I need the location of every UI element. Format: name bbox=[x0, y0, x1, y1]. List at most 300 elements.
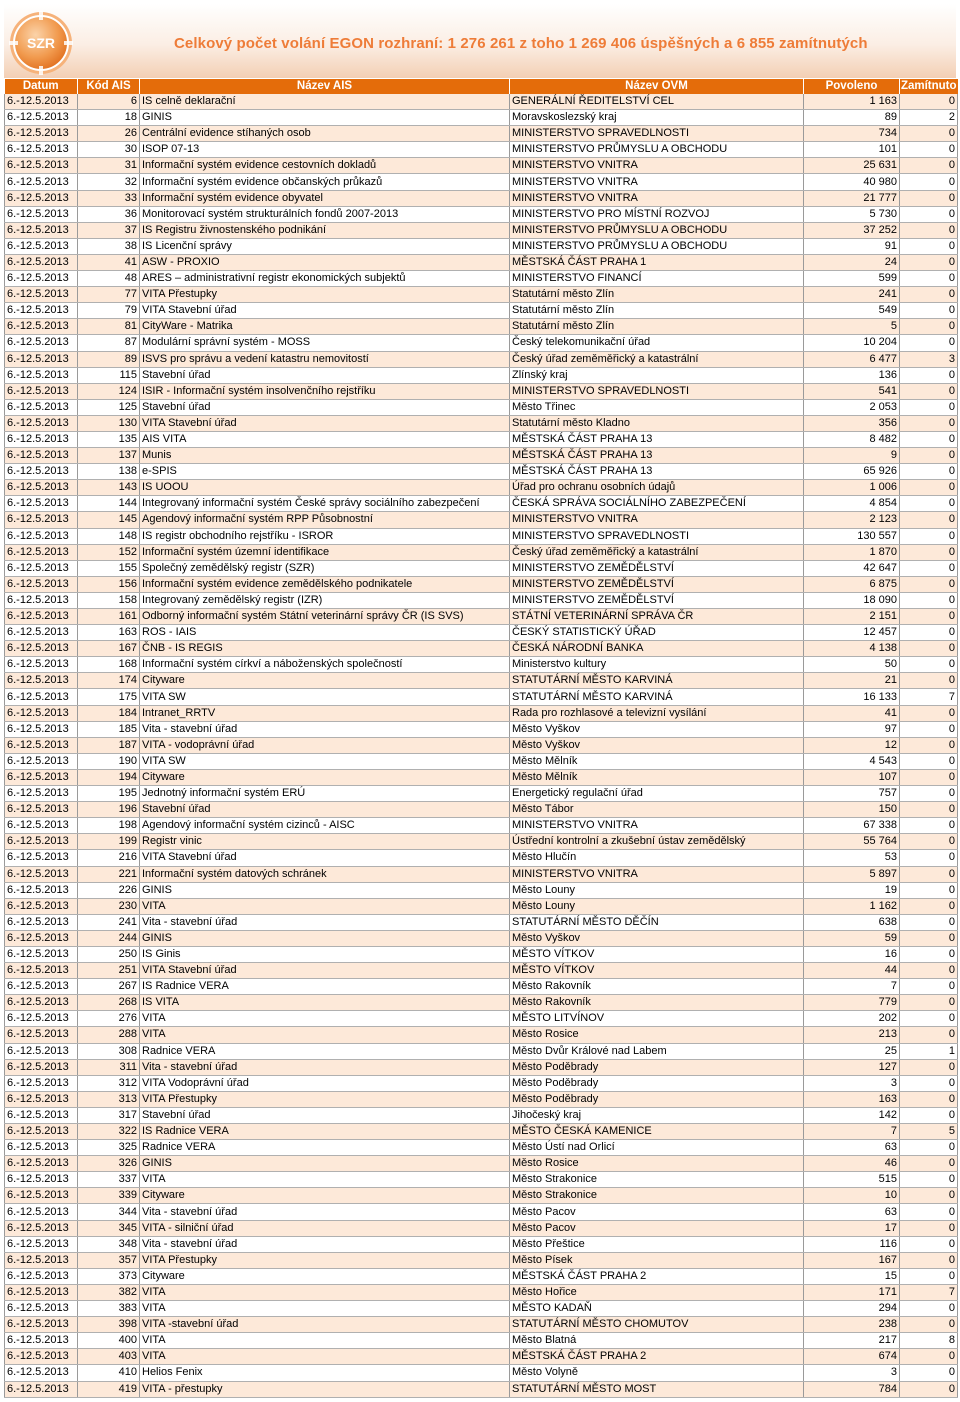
cell-zamitnuto: 0 bbox=[900, 576, 958, 592]
cell-nazev-ais: Registr vinic bbox=[140, 834, 510, 850]
cell-nazev-ais: VITA SW bbox=[140, 753, 510, 769]
cell-kod-ais: 410 bbox=[78, 1365, 140, 1381]
cell-datum: 6.-12.5.2013 bbox=[5, 383, 78, 399]
cell-povoleno: 40 980 bbox=[804, 174, 900, 190]
cell-povoleno: 7 bbox=[804, 979, 900, 995]
cell-nazev-ovm: MĚSTSKÁ ČÁST PRAHA 2 bbox=[510, 1268, 804, 1284]
cell-nazev-ovm: Ministerstvo kultury bbox=[510, 657, 804, 673]
cell-kod-ais: 168 bbox=[78, 657, 140, 673]
cell-kod-ais: 167 bbox=[78, 641, 140, 657]
cell-nazev-ovm: MĚSTO KADAŇ bbox=[510, 1301, 804, 1317]
cell-povoleno: 130 557 bbox=[804, 528, 900, 544]
table-row bbox=[5, 206, 958, 222]
cell-nazev-ovm: STÁTNÍ VETERINÁRNÍ SPRÁVA ČR bbox=[510, 609, 804, 625]
cell-nazev-ais: VITA Přestupky bbox=[140, 1091, 510, 1107]
cell-datum: 6.-12.5.2013 bbox=[5, 222, 78, 238]
cell-zamitnuto: 0 bbox=[900, 1027, 958, 1043]
cell-zamitnuto: 0 bbox=[900, 657, 958, 673]
cell-nazev-ais: Informační systém evidence zemědělského podnikatele bbox=[140, 576, 510, 592]
cell-povoleno: 150 bbox=[804, 802, 900, 818]
cell-kod-ais: 187 bbox=[78, 737, 140, 753]
cell-zamitnuto: 7 bbox=[900, 1284, 958, 1300]
cell-kod-ais: 348 bbox=[78, 1236, 140, 1252]
cell-povoleno: 4 543 bbox=[804, 753, 900, 769]
cell-nazev-ovm: MINISTERSTVO PRŮMYSLU A OBCHODU bbox=[510, 222, 804, 238]
table-row bbox=[5, 335, 958, 351]
cell-zamitnuto: 0 bbox=[900, 1204, 958, 1220]
cell-zamitnuto: 2 bbox=[900, 110, 958, 126]
cell-nazev-ovm: GENERÁLNÍ ŘEDITELSTVÍ CEL bbox=[510, 94, 804, 110]
cell-nazev-ais: GINIS bbox=[140, 110, 510, 126]
cell-zamitnuto: 0 bbox=[900, 1059, 958, 1075]
table-row bbox=[5, 625, 958, 641]
cell-nazev-ovm: Ústřední kontrolní a zkušební ústav zemědělský bbox=[510, 834, 804, 850]
col-header-povoleno: Povoleno bbox=[804, 79, 900, 94]
cell-povoleno: 53 bbox=[804, 850, 900, 866]
cell-nazev-ovm: Úřad pro ochranu osobních údajů bbox=[510, 480, 804, 496]
table-row bbox=[5, 834, 958, 850]
cell-nazev-ais: VITA - silniční úřad bbox=[140, 1220, 510, 1236]
cell-nazev-ovm: MĚSTO LITVÍNOV bbox=[510, 1011, 804, 1027]
cell-povoleno: 116 bbox=[804, 1236, 900, 1252]
table-row bbox=[5, 528, 958, 544]
cell-nazev-ais: Radnice VERA bbox=[140, 1043, 510, 1059]
cell-nazev-ais: Informační systém evidence cestovních dokladů bbox=[140, 158, 510, 174]
cell-nazev-ais: Cityware bbox=[140, 1188, 510, 1204]
cell-nazev-ais: Cityware bbox=[140, 1268, 510, 1284]
cell-nazev-ais: VITA - vodoprávní úřad bbox=[140, 737, 510, 753]
cell-kod-ais: 195 bbox=[78, 786, 140, 802]
table-row bbox=[5, 190, 958, 206]
cell-kod-ais: 400 bbox=[78, 1333, 140, 1349]
cell-povoleno: 17 bbox=[804, 1220, 900, 1236]
cell-zamitnuto: 0 bbox=[900, 1381, 958, 1397]
cell-povoleno: 638 bbox=[804, 914, 900, 930]
cell-zamitnuto: 0 bbox=[900, 335, 958, 351]
cell-datum: 6.-12.5.2013 bbox=[5, 1284, 78, 1300]
cell-kod-ais: 124 bbox=[78, 383, 140, 399]
cell-zamitnuto: 0 bbox=[900, 560, 958, 576]
cell-nazev-ovm: Město Poděbrady bbox=[510, 1091, 804, 1107]
cell-zamitnuto: 0 bbox=[900, 512, 958, 528]
cell-nazev-ais: ARES – administrativní registr ekonomických subjektů bbox=[140, 271, 510, 287]
cell-zamitnuto: 0 bbox=[900, 914, 958, 930]
cell-kod-ais: 216 bbox=[78, 850, 140, 866]
cell-nazev-ovm: Město Poděbrady bbox=[510, 1059, 804, 1075]
cell-nazev-ovm: Statutární město Zlín bbox=[510, 319, 804, 335]
cell-povoleno: 1 006 bbox=[804, 480, 900, 496]
cell-povoleno: 9 bbox=[804, 448, 900, 464]
cell-datum: 6.-12.5.2013 bbox=[5, 818, 78, 834]
table-row bbox=[5, 882, 958, 898]
cell-nazev-ais: Vita - stavební úřad bbox=[140, 1059, 510, 1075]
table-row bbox=[5, 560, 958, 576]
cell-datum: 6.-12.5.2013 bbox=[5, 1268, 78, 1284]
cell-povoleno: 10 bbox=[804, 1188, 900, 1204]
cell-kod-ais: 221 bbox=[78, 866, 140, 882]
cell-zamitnuto: 0 bbox=[900, 206, 958, 222]
cell-zamitnuto: 0 bbox=[900, 431, 958, 447]
cell-zamitnuto: 0 bbox=[900, 1156, 958, 1172]
table-row bbox=[5, 1268, 958, 1284]
cell-nazev-ais: Agendový informační systém cizinců - AISC bbox=[140, 818, 510, 834]
cell-nazev-ais: Odborný informační systém Státní veterinární správy ČR (IS SVS) bbox=[140, 609, 510, 625]
table-row bbox=[5, 689, 958, 705]
cell-povoleno: 294 bbox=[804, 1301, 900, 1317]
table-row bbox=[5, 399, 958, 415]
table-row bbox=[5, 1252, 958, 1268]
cell-povoleno: 24 bbox=[804, 254, 900, 270]
cell-nazev-ais: VITA Stavební úřad bbox=[140, 415, 510, 431]
table-row bbox=[5, 753, 958, 769]
cell-datum: 6.-12.5.2013 bbox=[5, 963, 78, 979]
cell-nazev-ovm: Město Rakovník bbox=[510, 979, 804, 995]
cell-datum: 6.-12.5.2013 bbox=[5, 737, 78, 753]
cell-kod-ais: 267 bbox=[78, 979, 140, 995]
cell-kod-ais: 185 bbox=[78, 721, 140, 737]
cell-nazev-ovm: MINISTERSTVO VNITRA bbox=[510, 190, 804, 206]
cell-datum: 6.-12.5.2013 bbox=[5, 753, 78, 769]
table-row bbox=[5, 914, 958, 930]
cell-nazev-ovm: Město Rosice bbox=[510, 1027, 804, 1043]
cell-nazev-ovm: Město Vyškov bbox=[510, 930, 804, 946]
cell-nazev-ais: Helios Fenix bbox=[140, 1365, 510, 1381]
cell-datum: 6.-12.5.2013 bbox=[5, 1381, 78, 1397]
table-row bbox=[5, 415, 958, 431]
cell-zamitnuto: 0 bbox=[900, 287, 958, 303]
cell-zamitnuto: 0 bbox=[900, 592, 958, 608]
cell-povoleno: 2 053 bbox=[804, 399, 900, 415]
cell-kod-ais: 226 bbox=[78, 882, 140, 898]
cell-nazev-ovm: MINISTERSTVO SPRAVEDLNOSTI bbox=[510, 528, 804, 544]
table-row bbox=[5, 110, 958, 126]
cell-nazev-ovm: Zlínský kraj bbox=[510, 367, 804, 383]
cell-zamitnuto: 0 bbox=[900, 1301, 958, 1317]
cell-nazev-ovm: Město Blatná bbox=[510, 1333, 804, 1349]
table-row bbox=[5, 818, 958, 834]
cell-povoleno: 163 bbox=[804, 1091, 900, 1107]
cell-zamitnuto: 0 bbox=[900, 190, 958, 206]
table-row bbox=[5, 721, 958, 737]
cell-kod-ais: 230 bbox=[78, 898, 140, 914]
cell-kod-ais: 373 bbox=[78, 1268, 140, 1284]
cell-povoleno: 241 bbox=[804, 287, 900, 303]
table-row bbox=[5, 1365, 958, 1381]
cell-datum: 6.-12.5.2013 bbox=[5, 206, 78, 222]
table-row bbox=[5, 898, 958, 914]
cell-zamitnuto: 0 bbox=[900, 850, 958, 866]
cell-nazev-ais: IS registr obchodního rejstříku - ISROR bbox=[140, 528, 510, 544]
cell-zamitnuto: 0 bbox=[900, 673, 958, 689]
cell-datum: 6.-12.5.2013 bbox=[5, 721, 78, 737]
cell-kod-ais: 174 bbox=[78, 673, 140, 689]
cell-povoleno: 784 bbox=[804, 1381, 900, 1397]
cell-zamitnuto: 0 bbox=[900, 480, 958, 496]
cell-nazev-ais: IS celně deklarační bbox=[140, 94, 510, 110]
cell-povoleno: 167 bbox=[804, 1252, 900, 1268]
table-row bbox=[5, 592, 958, 608]
cell-datum: 6.-12.5.2013 bbox=[5, 415, 78, 431]
cell-povoleno: 21 777 bbox=[804, 190, 900, 206]
cell-kod-ais: 163 bbox=[78, 625, 140, 641]
cell-nazev-ovm: MĚSTO ČESKÁ KAMENICE bbox=[510, 1124, 804, 1140]
cell-povoleno: 674 bbox=[804, 1349, 900, 1365]
cell-zamitnuto: 0 bbox=[900, 737, 958, 753]
cell-kod-ais: 31 bbox=[78, 158, 140, 174]
cell-zamitnuto: 0 bbox=[900, 721, 958, 737]
cell-povoleno: 59 bbox=[804, 930, 900, 946]
cell-kod-ais: 322 bbox=[78, 1124, 140, 1140]
table-row bbox=[5, 158, 958, 174]
cell-nazev-ovm: Město Volyně bbox=[510, 1365, 804, 1381]
table-row bbox=[5, 769, 958, 785]
cell-povoleno: 1 162 bbox=[804, 898, 900, 914]
cell-nazev-ovm: Energetický regulační úřad bbox=[510, 786, 804, 802]
svg-text:SZR: SZR bbox=[27, 35, 55, 51]
cell-nazev-ovm: MINISTERSTVO FINANCÍ bbox=[510, 271, 804, 287]
cell-kod-ais: 87 bbox=[78, 335, 140, 351]
cell-nazev-ovm: Město Pacov bbox=[510, 1204, 804, 1220]
cell-kod-ais: 344 bbox=[78, 1204, 140, 1220]
cell-povoleno: 12 bbox=[804, 737, 900, 753]
cell-kod-ais: 398 bbox=[78, 1317, 140, 1333]
cell-zamitnuto: 0 bbox=[900, 126, 958, 142]
cell-datum: 6.-12.5.2013 bbox=[5, 930, 78, 946]
cell-datum: 6.-12.5.2013 bbox=[5, 158, 78, 174]
cell-nazev-ais: Cityware bbox=[140, 673, 510, 689]
cell-nazev-ais: VITA Přestupky bbox=[140, 1252, 510, 1268]
cell-zamitnuto: 0 bbox=[900, 1011, 958, 1027]
cell-kod-ais: 382 bbox=[78, 1284, 140, 1300]
cell-kod-ais: 158 bbox=[78, 592, 140, 608]
cell-povoleno: 217 bbox=[804, 1333, 900, 1349]
cell-datum: 6.-12.5.2013 bbox=[5, 271, 78, 287]
table-row bbox=[5, 1236, 958, 1252]
cell-povoleno: 97 bbox=[804, 721, 900, 737]
cell-povoleno: 5 730 bbox=[804, 206, 900, 222]
cell-datum: 6.-12.5.2013 bbox=[5, 238, 78, 254]
cell-povoleno: 3 bbox=[804, 1075, 900, 1091]
cell-nazev-ais: Agendový informační systém RPP Působnostní bbox=[140, 512, 510, 528]
table-row bbox=[5, 544, 958, 560]
cell-zamitnuto: 0 bbox=[900, 496, 958, 512]
cell-kod-ais: 184 bbox=[78, 705, 140, 721]
cell-povoleno: 25 bbox=[804, 1043, 900, 1059]
table-row bbox=[5, 1091, 958, 1107]
cell-datum: 6.-12.5.2013 bbox=[5, 1043, 78, 1059]
cell-povoleno: 734 bbox=[804, 126, 900, 142]
cell-kod-ais: 38 bbox=[78, 238, 140, 254]
cell-zamitnuto: 0 bbox=[900, 705, 958, 721]
table-row bbox=[5, 1043, 958, 1059]
cell-nazev-ovm: ČESKÝ STATISTICKÝ ÚŘAD bbox=[510, 625, 804, 641]
cell-zamitnuto: 0 bbox=[900, 1317, 958, 1333]
table-row bbox=[5, 673, 958, 689]
cell-datum: 6.-12.5.2013 bbox=[5, 1317, 78, 1333]
cell-zamitnuto: 0 bbox=[900, 834, 958, 850]
cell-povoleno: 19 bbox=[804, 882, 900, 898]
cell-kod-ais: 403 bbox=[78, 1349, 140, 1365]
cell-datum: 6.-12.5.2013 bbox=[5, 351, 78, 367]
cell-nazev-ovm: Rada pro rozhlasové a televizní vysílání bbox=[510, 705, 804, 721]
cell-kod-ais: 33 bbox=[78, 190, 140, 206]
cell-datum: 6.-12.5.2013 bbox=[5, 689, 78, 705]
table-row bbox=[5, 1381, 958, 1397]
cell-kod-ais: 326 bbox=[78, 1156, 140, 1172]
cell-povoleno: 18 090 bbox=[804, 592, 900, 608]
cell-zamitnuto: 0 bbox=[900, 383, 958, 399]
table-row bbox=[5, 1107, 958, 1123]
cell-povoleno: 5 897 bbox=[804, 866, 900, 882]
cell-kod-ais: 115 bbox=[78, 367, 140, 383]
table-row bbox=[5, 1220, 958, 1236]
cell-nazev-ais: VITA SW bbox=[140, 689, 510, 705]
cell-nazev-ovm: MĚSTO VÍTKOV bbox=[510, 946, 804, 962]
cell-nazev-ovm: STATUTÁRNÍ MĚSTO DĚČÍN bbox=[510, 914, 804, 930]
table-row bbox=[5, 1027, 958, 1043]
cell-kod-ais: 135 bbox=[78, 431, 140, 447]
cell-zamitnuto: 0 bbox=[900, 528, 958, 544]
cell-povoleno: 3 bbox=[804, 1365, 900, 1381]
table-row bbox=[5, 705, 958, 721]
table-row bbox=[5, 512, 958, 528]
cell-datum: 6.-12.5.2013 bbox=[5, 94, 78, 110]
cell-datum: 6.-12.5.2013 bbox=[5, 480, 78, 496]
cell-zamitnuto: 1 bbox=[900, 1043, 958, 1059]
cell-nazev-ais: Informační systém evidence občanských průkazů bbox=[140, 174, 510, 190]
table-row bbox=[5, 1059, 958, 1075]
cell-kod-ais: 148 bbox=[78, 528, 140, 544]
cell-kod-ais: 325 bbox=[78, 1140, 140, 1156]
cell-zamitnuto: 0 bbox=[900, 769, 958, 785]
table-row bbox=[5, 1140, 958, 1156]
cell-nazev-ovm: Český úřad zeměměřický a katastrální bbox=[510, 544, 804, 560]
cell-datum: 6.-12.5.2013 bbox=[5, 1172, 78, 1188]
cell-nazev-ovm: MĚSTSKÁ ČÁST PRAHA 13 bbox=[510, 431, 804, 447]
cell-zamitnuto: 0 bbox=[900, 94, 958, 110]
cell-nazev-ais: VITA bbox=[140, 1333, 510, 1349]
cell-kod-ais: 288 bbox=[78, 1027, 140, 1043]
cell-zamitnuto: 0 bbox=[900, 1140, 958, 1156]
table-row bbox=[5, 351, 958, 367]
cell-nazev-ais: Monitorovací systém strukturálních fondů 2007-2013 bbox=[140, 206, 510, 222]
table-row bbox=[5, 431, 958, 447]
table-row bbox=[5, 737, 958, 753]
table-row bbox=[5, 850, 958, 866]
cell-datum: 6.-12.5.2013 bbox=[5, 834, 78, 850]
cell-nazev-ovm: Moravskoslezský kraj bbox=[510, 110, 804, 126]
cell-datum: 6.-12.5.2013 bbox=[5, 303, 78, 319]
table-row bbox=[5, 946, 958, 962]
cell-kod-ais: 194 bbox=[78, 769, 140, 785]
cell-kod-ais: 156 bbox=[78, 576, 140, 592]
cell-kod-ais: 41 bbox=[78, 254, 140, 270]
cell-povoleno: 50 bbox=[804, 657, 900, 673]
cell-zamitnuto: 0 bbox=[900, 1236, 958, 1252]
cell-datum: 6.-12.5.2013 bbox=[5, 399, 78, 415]
cell-datum: 6.-12.5.2013 bbox=[5, 979, 78, 995]
table-row bbox=[5, 319, 958, 335]
cell-datum: 6.-12.5.2013 bbox=[5, 1349, 78, 1365]
cell-nazev-ovm: Město Strakonice bbox=[510, 1188, 804, 1204]
cell-nazev-ais: ROS - IAIS bbox=[140, 625, 510, 641]
cell-nazev-ais: Radnice VERA bbox=[140, 1140, 510, 1156]
col-header-nazev-ais: Název AIS bbox=[140, 79, 510, 94]
cell-zamitnuto: 0 bbox=[900, 222, 958, 238]
cell-nazev-ais: e-SPIS bbox=[140, 464, 510, 480]
cell-zamitnuto: 0 bbox=[900, 753, 958, 769]
cell-zamitnuto: 0 bbox=[900, 1220, 958, 1236]
cell-nazev-ovm: Město Mělník bbox=[510, 769, 804, 785]
cell-zamitnuto: 0 bbox=[900, 802, 958, 818]
cell-nazev-ovm: Město Písek bbox=[510, 1252, 804, 1268]
cell-kod-ais: 241 bbox=[78, 914, 140, 930]
cell-zamitnuto: 0 bbox=[900, 174, 958, 190]
cell-povoleno: 101 bbox=[804, 142, 900, 158]
cell-zamitnuto: 0 bbox=[900, 399, 958, 415]
cell-kod-ais: 161 bbox=[78, 609, 140, 625]
cell-datum: 6.-12.5.2013 bbox=[5, 1075, 78, 1091]
cell-datum: 6.-12.5.2013 bbox=[5, 1091, 78, 1107]
cell-kod-ais: 32 bbox=[78, 174, 140, 190]
cell-kod-ais: 125 bbox=[78, 399, 140, 415]
table-row bbox=[5, 866, 958, 882]
table-row bbox=[5, 238, 958, 254]
cell-datum: 6.-12.5.2013 bbox=[5, 254, 78, 270]
cell-datum: 6.-12.5.2013 bbox=[5, 1220, 78, 1236]
cell-nazev-ais: IS Licenční správy bbox=[140, 238, 510, 254]
cell-datum: 6.-12.5.2013 bbox=[5, 496, 78, 512]
cell-kod-ais: 276 bbox=[78, 1011, 140, 1027]
cell-datum: 6.-12.5.2013 bbox=[5, 641, 78, 657]
cell-povoleno: 238 bbox=[804, 1317, 900, 1333]
cell-povoleno: 127 bbox=[804, 1059, 900, 1075]
cell-datum: 6.-12.5.2013 bbox=[5, 576, 78, 592]
cell-nazev-ovm: ČESKÁ NÁRODNÍ BANKA bbox=[510, 641, 804, 657]
cell-nazev-ais: VITA Stavební úřad bbox=[140, 303, 510, 319]
cell-zamitnuto: 0 bbox=[900, 464, 958, 480]
cell-nazev-ovm: Město Poděbrady bbox=[510, 1075, 804, 1091]
cell-povoleno: 107 bbox=[804, 769, 900, 785]
cell-povoleno: 46 bbox=[804, 1156, 900, 1172]
cell-kod-ais: 6 bbox=[78, 94, 140, 110]
cell-nazev-ais: VITA bbox=[140, 1027, 510, 1043]
cell-nazev-ais: Vita - stavební úřad bbox=[140, 1204, 510, 1220]
cell-kod-ais: 30 bbox=[78, 142, 140, 158]
cell-datum: 6.-12.5.2013 bbox=[5, 431, 78, 447]
table-row bbox=[5, 367, 958, 383]
cell-nazev-ovm: Město Třinec bbox=[510, 399, 804, 415]
cell-kod-ais: 89 bbox=[78, 351, 140, 367]
cell-kod-ais: 48 bbox=[78, 271, 140, 287]
cell-datum: 6.-12.5.2013 bbox=[5, 319, 78, 335]
cell-zamitnuto: 0 bbox=[900, 415, 958, 431]
cell-kod-ais: 190 bbox=[78, 753, 140, 769]
cell-nazev-ais: ISOP 07-13 bbox=[140, 142, 510, 158]
cell-povoleno: 213 bbox=[804, 1027, 900, 1043]
cell-zamitnuto: 0 bbox=[900, 1075, 958, 1091]
cell-zamitnuto: 3 bbox=[900, 351, 958, 367]
cell-nazev-ovm: Město Vyškov bbox=[510, 721, 804, 737]
cell-datum: 6.-12.5.2013 bbox=[5, 898, 78, 914]
cell-kod-ais: 36 bbox=[78, 206, 140, 222]
cell-zamitnuto: 0 bbox=[900, 271, 958, 287]
cell-datum: 6.-12.5.2013 bbox=[5, 609, 78, 625]
cell-nazev-ais: VITA -stavební úřad bbox=[140, 1317, 510, 1333]
cell-povoleno: 136 bbox=[804, 367, 900, 383]
cell-nazev-ais: VITA Stavební úřad bbox=[140, 963, 510, 979]
cell-nazev-ais: Stavební úřad bbox=[140, 802, 510, 818]
